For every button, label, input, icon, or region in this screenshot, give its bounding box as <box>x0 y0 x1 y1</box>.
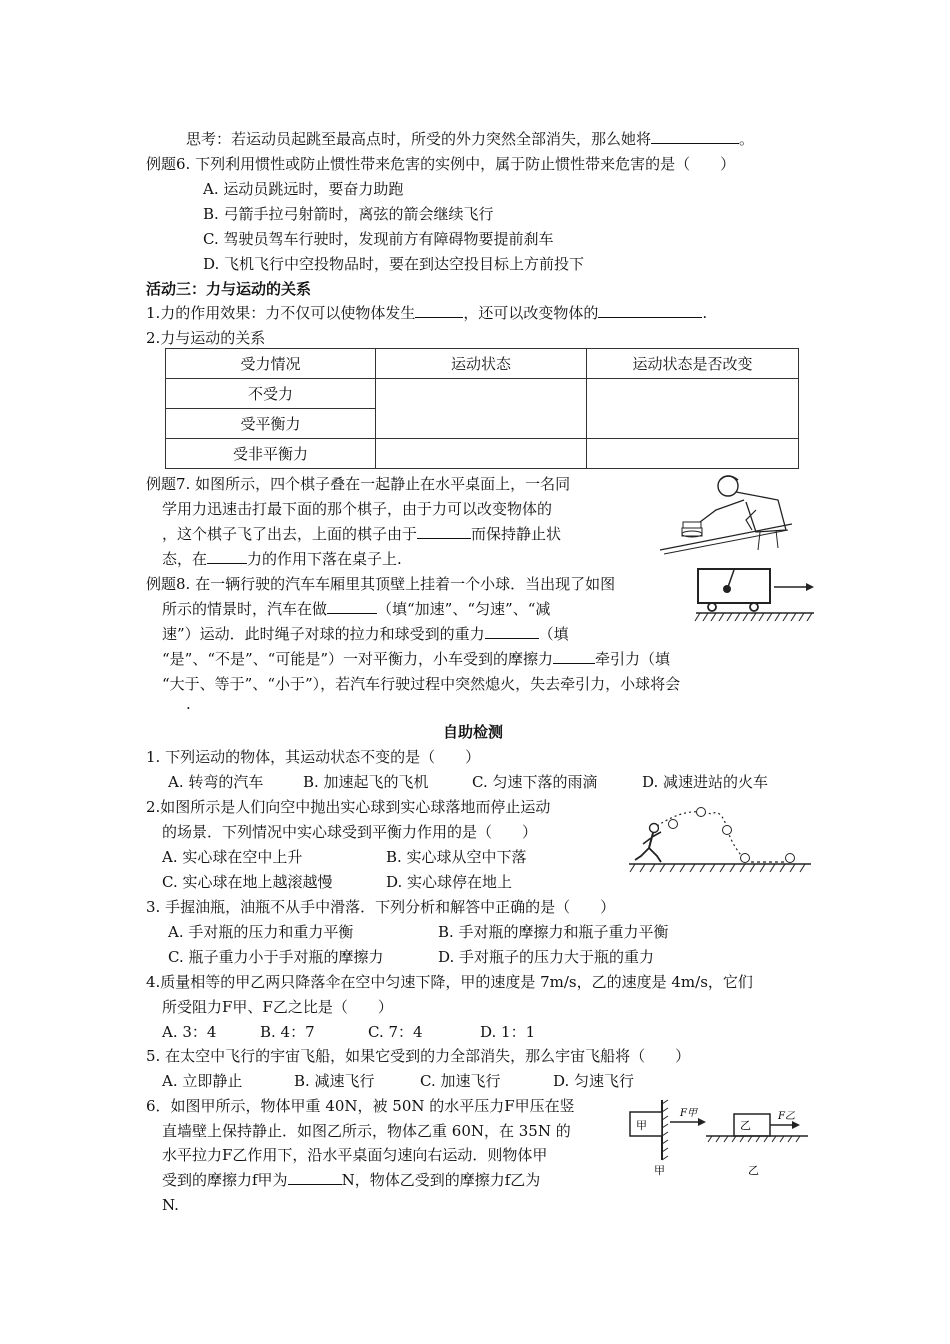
label-block-yi: 乙 <box>740 1119 751 1132</box>
example7-line: 态，在 力的作用下落在桌子上. <box>162 550 402 568</box>
table-row-label: 受非平衡力 <box>166 439 376 469</box>
example6-option-b: B. 弓箭手拉弓射箭时，离弦的箭会继续飞行 <box>203 205 494 223</box>
question6-line: N. <box>162 1196 179 1214</box>
question3-option-d: D. 手对瓶子的压力大于瓶的重力 <box>438 948 655 966</box>
question5-option-b: B. 减速飞行 <box>294 1072 375 1090</box>
question6-line: 水平拉力F乙作用下，沿水平桌面匀速向右运动．则物体甲 <box>162 1146 548 1164</box>
example8-line: “是”、“不是”、“可能是”）一对平衡力，小车受到的摩擦力 牵引力（填 <box>162 650 671 668</box>
example7-line: 例题7. 如图所示，四个棋子叠在一起静止在水平桌面上，一名同 <box>146 475 571 493</box>
answer-blank[interactable] <box>485 624 539 639</box>
table-row-label: 受平衡力 <box>166 409 376 439</box>
answer-blank[interactable] <box>288 1170 342 1185</box>
question5-option-a: A. 立即静止 <box>162 1072 243 1090</box>
self-test-title: 自助检测 <box>443 723 504 741</box>
example7-line: ，这个棋子飞了出去，上面的棋子由于 而保持静止状 <box>162 525 562 543</box>
question3-option-c: C. 瓶子重力小于手对瓶的摩擦力 <box>168 948 384 966</box>
table-cell[interactable] <box>587 439 799 469</box>
question2-line: 2.如图所示是人们向空中抛出实心球到实心球落地而停止运动 <box>146 798 551 816</box>
example8-line: . <box>186 695 191 713</box>
example6-stem: 例题6. 下列利用惯性或防止惯性带来危害的实例中，属于防止惯性带来危害的是（ ） <box>146 155 736 173</box>
answer-blank[interactable] <box>415 303 463 318</box>
example6-option-d: D. 飞机飞行中空投物品时，要在到达空投目标上方前投下 <box>203 255 585 273</box>
question5-option-c: C. 加速飞行 <box>420 1072 501 1090</box>
question4-option-b: B. 4：7 <box>260 1023 315 1041</box>
example8-line: 所示的情景时，汽车在做 （填“加速”、“匀速”、“减 <box>162 600 551 618</box>
label-block-jia: 甲 <box>636 1119 647 1132</box>
table-header: 运动状态是否改变 <box>587 349 799 379</box>
question1-option-c: C. 匀速下落的雨滴 <box>472 773 598 791</box>
figure-jia <box>630 1100 706 1177</box>
activity3-item1: 1.力的作用效果：力不仅可以使物体发生 ，还可以改变物体的 . <box>146 304 708 322</box>
question1-option-d: D. 减速进站的火车 <box>642 773 769 791</box>
table-header: 受力情况 <box>166 349 376 379</box>
table-cell[interactable] <box>376 379 587 439</box>
answer-blank[interactable] <box>598 303 702 318</box>
chess-strike-figure <box>656 470 796 556</box>
question3-option-a: A. 手对瓶的压力和重力平衡 <box>168 923 354 941</box>
example8-line: 例题8. 在一辆行驶的汽车车厢里其顶壁上挂着一个小球．当出现了如图 <box>146 575 616 593</box>
question2-option-a: A. 实心球在空中上升 <box>162 848 303 866</box>
question2-option-c: C. 实心球在地上越滚越慢 <box>162 873 333 891</box>
question3-stem: 3. 手握油瓶，油瓶不从手中滑落．下列分析和解答中正确的是（ ） <box>146 898 616 916</box>
question6-line: 6．如图甲所示，物体甲重 40N，被 50N 的水平压力F甲压在竖 <box>146 1097 575 1115</box>
question4-option-c: C. 7：4 <box>368 1023 423 1041</box>
car-ball-figure <box>694 565 816 625</box>
question6-line: 直墙壁上保持静止．如图乙所示，物体乙重 60N，在 35N 的 <box>162 1122 571 1140</box>
activity3-item2: 2.力与运动的关系 <box>146 329 266 347</box>
answer-blank[interactable] <box>207 549 247 564</box>
force-motion-table <box>165 348 799 469</box>
figure-yi <box>706 1111 808 1177</box>
table-row-label: 不受力 <box>166 379 376 409</box>
example8-line: 速”）运动．此时绳子对球的拉力和球受到的重力 （填 <box>162 625 569 643</box>
question2-option-b: B. 实心球从空中下落 <box>386 848 527 866</box>
question3-option-b: B. 手对瓶的摩擦力和瓶子重力平衡 <box>438 923 669 941</box>
answer-blank[interactable] <box>417 524 471 539</box>
table-cell[interactable] <box>587 379 799 439</box>
answer-blank[interactable] <box>553 649 595 664</box>
question1-option-a: A. 转弯的汽车 <box>168 773 264 791</box>
question4-line: 所受阻力F甲、F乙之比是（ ） <box>162 998 393 1016</box>
question1-stem: 1. 下列运动的物体，其运动状态不变的是（ ） <box>146 748 481 766</box>
label-force-yi: F乙 <box>778 1111 795 1122</box>
table-cell[interactable] <box>376 439 587 469</box>
answer-blank[interactable] <box>327 599 377 614</box>
example8-line: “大于、等于”、“小于”），若汽车行驶过程中突然熄火，失去牵引力，小球将会 <box>162 675 681 693</box>
table-header: 运动状态 <box>376 349 587 379</box>
think-line: 思考：若运动员起跳至最高点时，所受的外力突然全部消失，那么她将 。 <box>186 130 755 148</box>
question6-line: 受到的摩擦力f甲为 N，物体乙受到的摩擦力f乙为 <box>162 1171 541 1189</box>
activity3-title: 活动三：力与运动的关系 <box>146 280 312 298</box>
block-force-figure <box>622 1098 810 1178</box>
question5-option-d: D. 匀速飞行 <box>553 1072 635 1090</box>
question4-option-a: A. 3：4 <box>162 1023 217 1041</box>
label-force-jia: F甲 <box>680 1108 697 1119</box>
caption-jia: 甲 <box>654 1164 665 1177</box>
example6-option-c: C. 驾驶员驾车行驶时，发现前方有障碍物要提前刹车 <box>203 230 554 248</box>
question4-option-d: D. 1：1 <box>480 1023 536 1041</box>
caption-yi: 乙 <box>748 1164 759 1177</box>
example6-option-a: A. 运动员跳远时，要奋力助跑 <box>203 180 404 198</box>
question5-stem: 5. 在太空中飞行的宇宙飞船，如果它受到的力全部消失，那么宇宙飞船将（ ） <box>146 1047 691 1065</box>
question4-line: 4.质量相等的甲乙两只降落伞在空中匀速下降，甲的速度是 7m/s，乙的速度是 4m/s，它们 <box>146 973 753 991</box>
question2-option-d: D. 实心球停在地上 <box>386 873 513 891</box>
answer-blank[interactable] <box>651 129 739 144</box>
ball-trajectory-figure <box>627 800 815 880</box>
question2-line: 的场景．下列情况中实心球受到平衡力作用的是（ ） <box>162 823 538 841</box>
question1-option-b: B. 加速起飞的飞机 <box>303 773 429 791</box>
example7-line: 学用力迅速击打最下面的那个棋子，由于力可以改变物体的 <box>162 500 553 518</box>
